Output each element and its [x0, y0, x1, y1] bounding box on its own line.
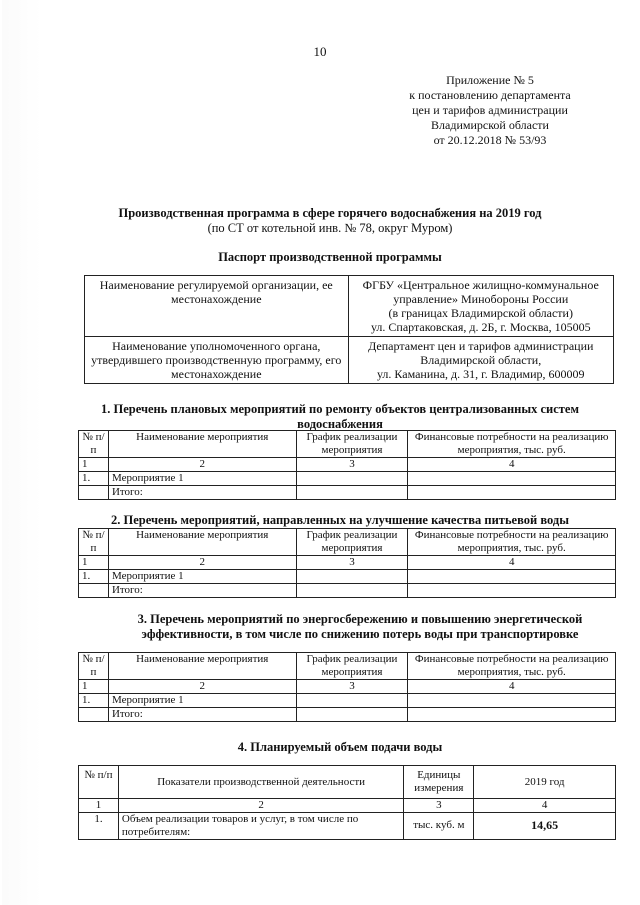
col-finance-header: Финансовые потребности на реализацию мероприятия, тыс. руб. [408, 431, 616, 458]
passport-label: Наименование уполномоченного органа, утвердившего производственную программу, его местонахождение [85, 337, 349, 384]
col-index: 2 [108, 458, 296, 472]
col-index: 1 [79, 799, 119, 813]
row-value: 14,65 [474, 813, 616, 840]
appendix-line: от 20.12.2018 № 53/93 [433, 133, 547, 147]
col-name-header: Наименование мероприятия [108, 653, 296, 680]
col-index: 2 [108, 680, 296, 694]
appendix-line: Приложение № 5 [446, 73, 534, 87]
col-year-header: 2019 год [474, 766, 616, 799]
col-index: 2 [118, 799, 403, 813]
table-row [79, 486, 616, 500]
row-num: 1. [79, 570, 109, 584]
col-unit-header: Единицы измерения [404, 766, 474, 799]
total-label: Итого: [108, 708, 296, 722]
appendix-line: к постановлению департамента [409, 88, 571, 102]
table-row [79, 584, 616, 598]
appendix-line: Владимирской области [431, 118, 549, 132]
passport-value-line: Владимирской области, [420, 353, 542, 367]
passport-value-line: ул. Спартаковская, д. 2Б, г. Москва, 105005 [370, 320, 591, 334]
section-1-table [78, 430, 616, 500]
col-index: 1 [79, 680, 109, 694]
volume-table [78, 765, 616, 840]
col-num-header: № п/п [79, 431, 109, 458]
col-index: 1 [79, 556, 109, 570]
total-label: Итого: [108, 584, 296, 598]
col-indicator-header: Показатели производственной деятельности [118, 766, 403, 799]
passport-row [85, 337, 614, 384]
passport-value-line: Департамент цен и тарифов администрации [368, 339, 594, 353]
appendix-line: цен и тарифов администрации [412, 103, 568, 117]
passport-value-line: управление» Минобороны России [393, 292, 569, 306]
col-schedule-header: График реализации мероприятия [296, 653, 408, 680]
col-name-header: Наименование мероприятия [108, 529, 296, 556]
table-row [79, 472, 616, 486]
table-row [79, 694, 616, 708]
section-3-heading: 3. Перечень мероприятий по энергосбережению и повышению энергетической эффективности, в том числе по снижению потерь воды при транспортировке [137, 612, 583, 641]
col-index: 4 [408, 458, 616, 472]
section-4-heading: 4. Планируемый объем подачи воды [237, 740, 443, 754]
col-index: 3 [404, 799, 474, 813]
col-index: 4 [474, 799, 616, 813]
col-name-header: Наименование мероприятия [108, 431, 296, 458]
page-number: 10 [313, 44, 327, 59]
passport-value-line: ул. Каманина, д. 31, г. Владимир, 600009 [376, 367, 585, 381]
col-index: 2 [108, 556, 296, 570]
col-index: 3 [296, 556, 408, 570]
passport-value-line: ФГБУ «Центральное жилищно-коммунальное [362, 278, 599, 292]
table-row [79, 813, 616, 840]
col-schedule-header: График реализации мероприятия [296, 431, 408, 458]
row-name: Мероприятие 1 [108, 570, 296, 584]
passport-row [85, 276, 614, 337]
passport-heading: Паспорт производственной программы [218, 250, 442, 264]
col-num-header: № п/п [79, 653, 109, 680]
section-1-heading: 1. Перечень плановых мероприятий по ремонту объектов централизованных систем водоснабжения [101, 402, 579, 431]
row-indicator: Объем реализации товаров и услуг, в том числе по потребителям: [118, 813, 403, 840]
appendix-block [400, 73, 580, 148]
scan-edge [2, 0, 42, 905]
col-num-header: № п/п [79, 766, 119, 799]
section-2-table [78, 528, 616, 598]
passport-value-line: (в границах Владимирской области) [388, 306, 573, 320]
col-num-header: № п/п [79, 529, 109, 556]
row-unit: тыс. куб. м [404, 813, 474, 840]
passport-label: Наименование регулируемой организации, ее местонахождение [85, 276, 349, 337]
col-index: 4 [408, 556, 616, 570]
total-label: Итого: [108, 486, 296, 500]
section-2-heading: 2. Перечень мероприятий, направленных на улучшение качества питьевой воды [111, 513, 569, 527]
col-finance-header: Финансовые потребности на реализацию мероприятия, тыс. руб. [408, 529, 616, 556]
passport-table [84, 275, 614, 384]
col-index: 4 [408, 680, 616, 694]
title-main: Производственная программа в сфере горячего водоснабжения на 2019 год [118, 206, 542, 220]
col-index: 3 [296, 458, 408, 472]
col-finance-header: Финансовые потребности на реализацию мероприятия, тыс. руб. [408, 653, 616, 680]
row-num: 1. [79, 472, 109, 486]
section-3-table [78, 652, 616, 722]
col-index: 1 [79, 458, 109, 472]
row-num: 1. [79, 694, 109, 708]
col-schedule-header: График реализации мероприятия [296, 529, 408, 556]
passport-value [348, 337, 613, 384]
table-row [79, 708, 616, 722]
passport-value [348, 276, 613, 337]
title-sub: (по СТ от котельной инв. № 78, округ Муром) [207, 221, 453, 235]
document-title [60, 206, 600, 236]
row-name: Мероприятие 1 [108, 694, 296, 708]
row-name: Мероприятие 1 [108, 472, 296, 486]
row-num: 1. [79, 813, 119, 840]
col-index: 3 [296, 680, 408, 694]
table-row [79, 570, 616, 584]
